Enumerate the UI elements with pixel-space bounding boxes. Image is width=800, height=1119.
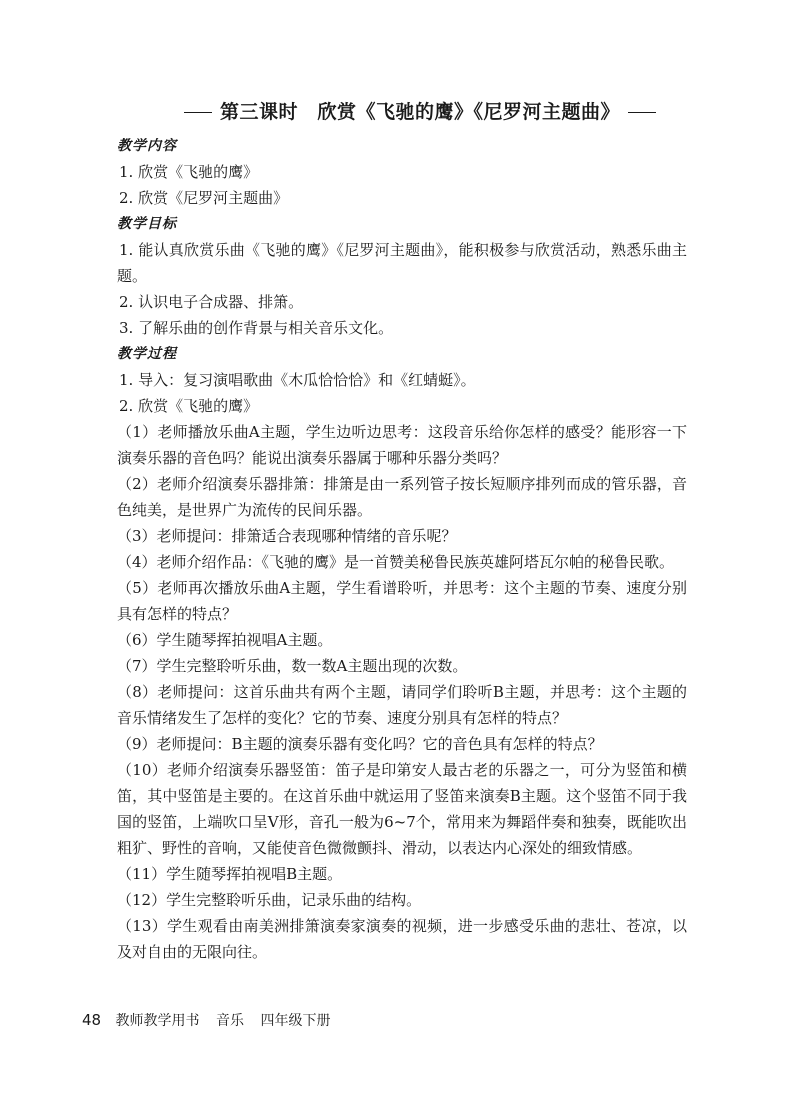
goal-item: 2. 认识电子合成器、排箫。 — [119, 293, 304, 311]
section-heading-goals: 教学目标 — [117, 216, 177, 232]
title-dash-left — [184, 112, 212, 113]
process-item: 1. 导入：复习演唱歌曲《木瓜恰恰恰》和《红蜻蜓》。 — [119, 371, 476, 389]
process-step: （11）学生随琴挥拍视唱B主题。 — [117, 865, 343, 883]
footer-subject: 音乐 — [216, 1013, 244, 1029]
content-item: 1. 欣赏《飞驰的鹰》 — [119, 163, 259, 181]
process-step: （6）学生随琴挥拍视唱A主题。 — [117, 631, 333, 649]
process-step: （1）老师播放乐曲A主题，学生边听边思考：这段音乐给你怎样的感受？能形容一下演奏乐器的音色吗？能说出演奏乐器属于哪种乐器分类吗？ — [117, 423, 687, 467]
lesson-body — [117, 133, 687, 965]
process-step: （9）老师提问：B主题的演奏乐器有变化吗？它的音色具有怎样的特点？ — [117, 735, 603, 753]
goal-item: 3. 了解乐曲的创作背景与相关音乐文化。 — [119, 319, 394, 337]
process-step: （10）老师介绍演奏乐器竖笛：笛子是印第安人最古老的乐器之一，可分为竖笛和横笛，其中竖笛是主要的。在这首乐曲中就运用了竖笛来演奏B主题。这个竖笛不同于我国的竖笛，上端吹口呈V形，音孔一般为6~7个，常用来为舞蹈伴奏和独奏，既能吹出粗犷、野性的音响，又能使音色微微颤抖、滑动，以表达内心深处的细致情感。 — [117, 761, 687, 857]
section-heading-process: 教学过程 — [117, 346, 177, 362]
process-step: （2）老师介绍演奏乐器排箫：排箫是由一系列管子按长短顺序排列而成的管乐器，音色纯美，是世界广为流传的民间乐器。 — [117, 475, 687, 519]
process-step: （12）学生完整聆听乐曲，记录乐曲的结构。 — [117, 891, 422, 909]
goal-item: 1. 能认真欣赏乐曲《飞驰的鹰》《尼罗河主题曲》，能积极参与欣赏活动，熟悉乐曲主题。 — [117, 241, 687, 285]
process-step: （5）老师再次播放乐曲A主题，学生看谱聆听，并思考：这个主题的节奏、速度分别具有怎样的特点？ — [117, 579, 687, 623]
footer-book: 教师教学用书 — [115, 1013, 200, 1029]
content-item: 2. 欣赏《尼罗河主题曲》 — [119, 189, 289, 207]
process-step: （3）老师提问：排箫适合表现哪种情绪的音乐呢？ — [117, 527, 457, 545]
lesson-title — [0, 97, 800, 124]
footer-grade: 四年级下册 — [260, 1013, 331, 1029]
section-heading-content: 教学内容 — [117, 138, 177, 154]
process-item: 2. 欣赏《飞驰的鹰》 — [119, 397, 259, 415]
page-footer — [82, 1010, 330, 1030]
process-step: （13）学生观看由南美洲排箫演奏家演奏的视频，进一步感受乐曲的悲壮、苍凉，以及对自由的无限向往。 — [117, 917, 687, 961]
title-dash-right — [628, 112, 656, 113]
page-number: 48 — [82, 1011, 102, 1029]
process-step: （8）老师提问：这首乐曲共有两个主题，请同学们聆听B主题，并思考：这个主题的音乐情绪发生了怎样的变化？它的节奏、速度分别具有怎样的特点？ — [117, 683, 687, 727]
title-text: 第三课时 欣赏《飞驰的鹰》《尼罗河主题曲》 — [219, 101, 620, 123]
process-step: （7）学生完整聆听乐曲，数一数A主题出现的次数。 — [117, 657, 468, 675]
process-step: （4）老师介绍作品：《飞驰的鹰》是一首赞美秘鲁民族英雄阿塔瓦尔帕的秘鲁民歌。 — [117, 553, 675, 571]
